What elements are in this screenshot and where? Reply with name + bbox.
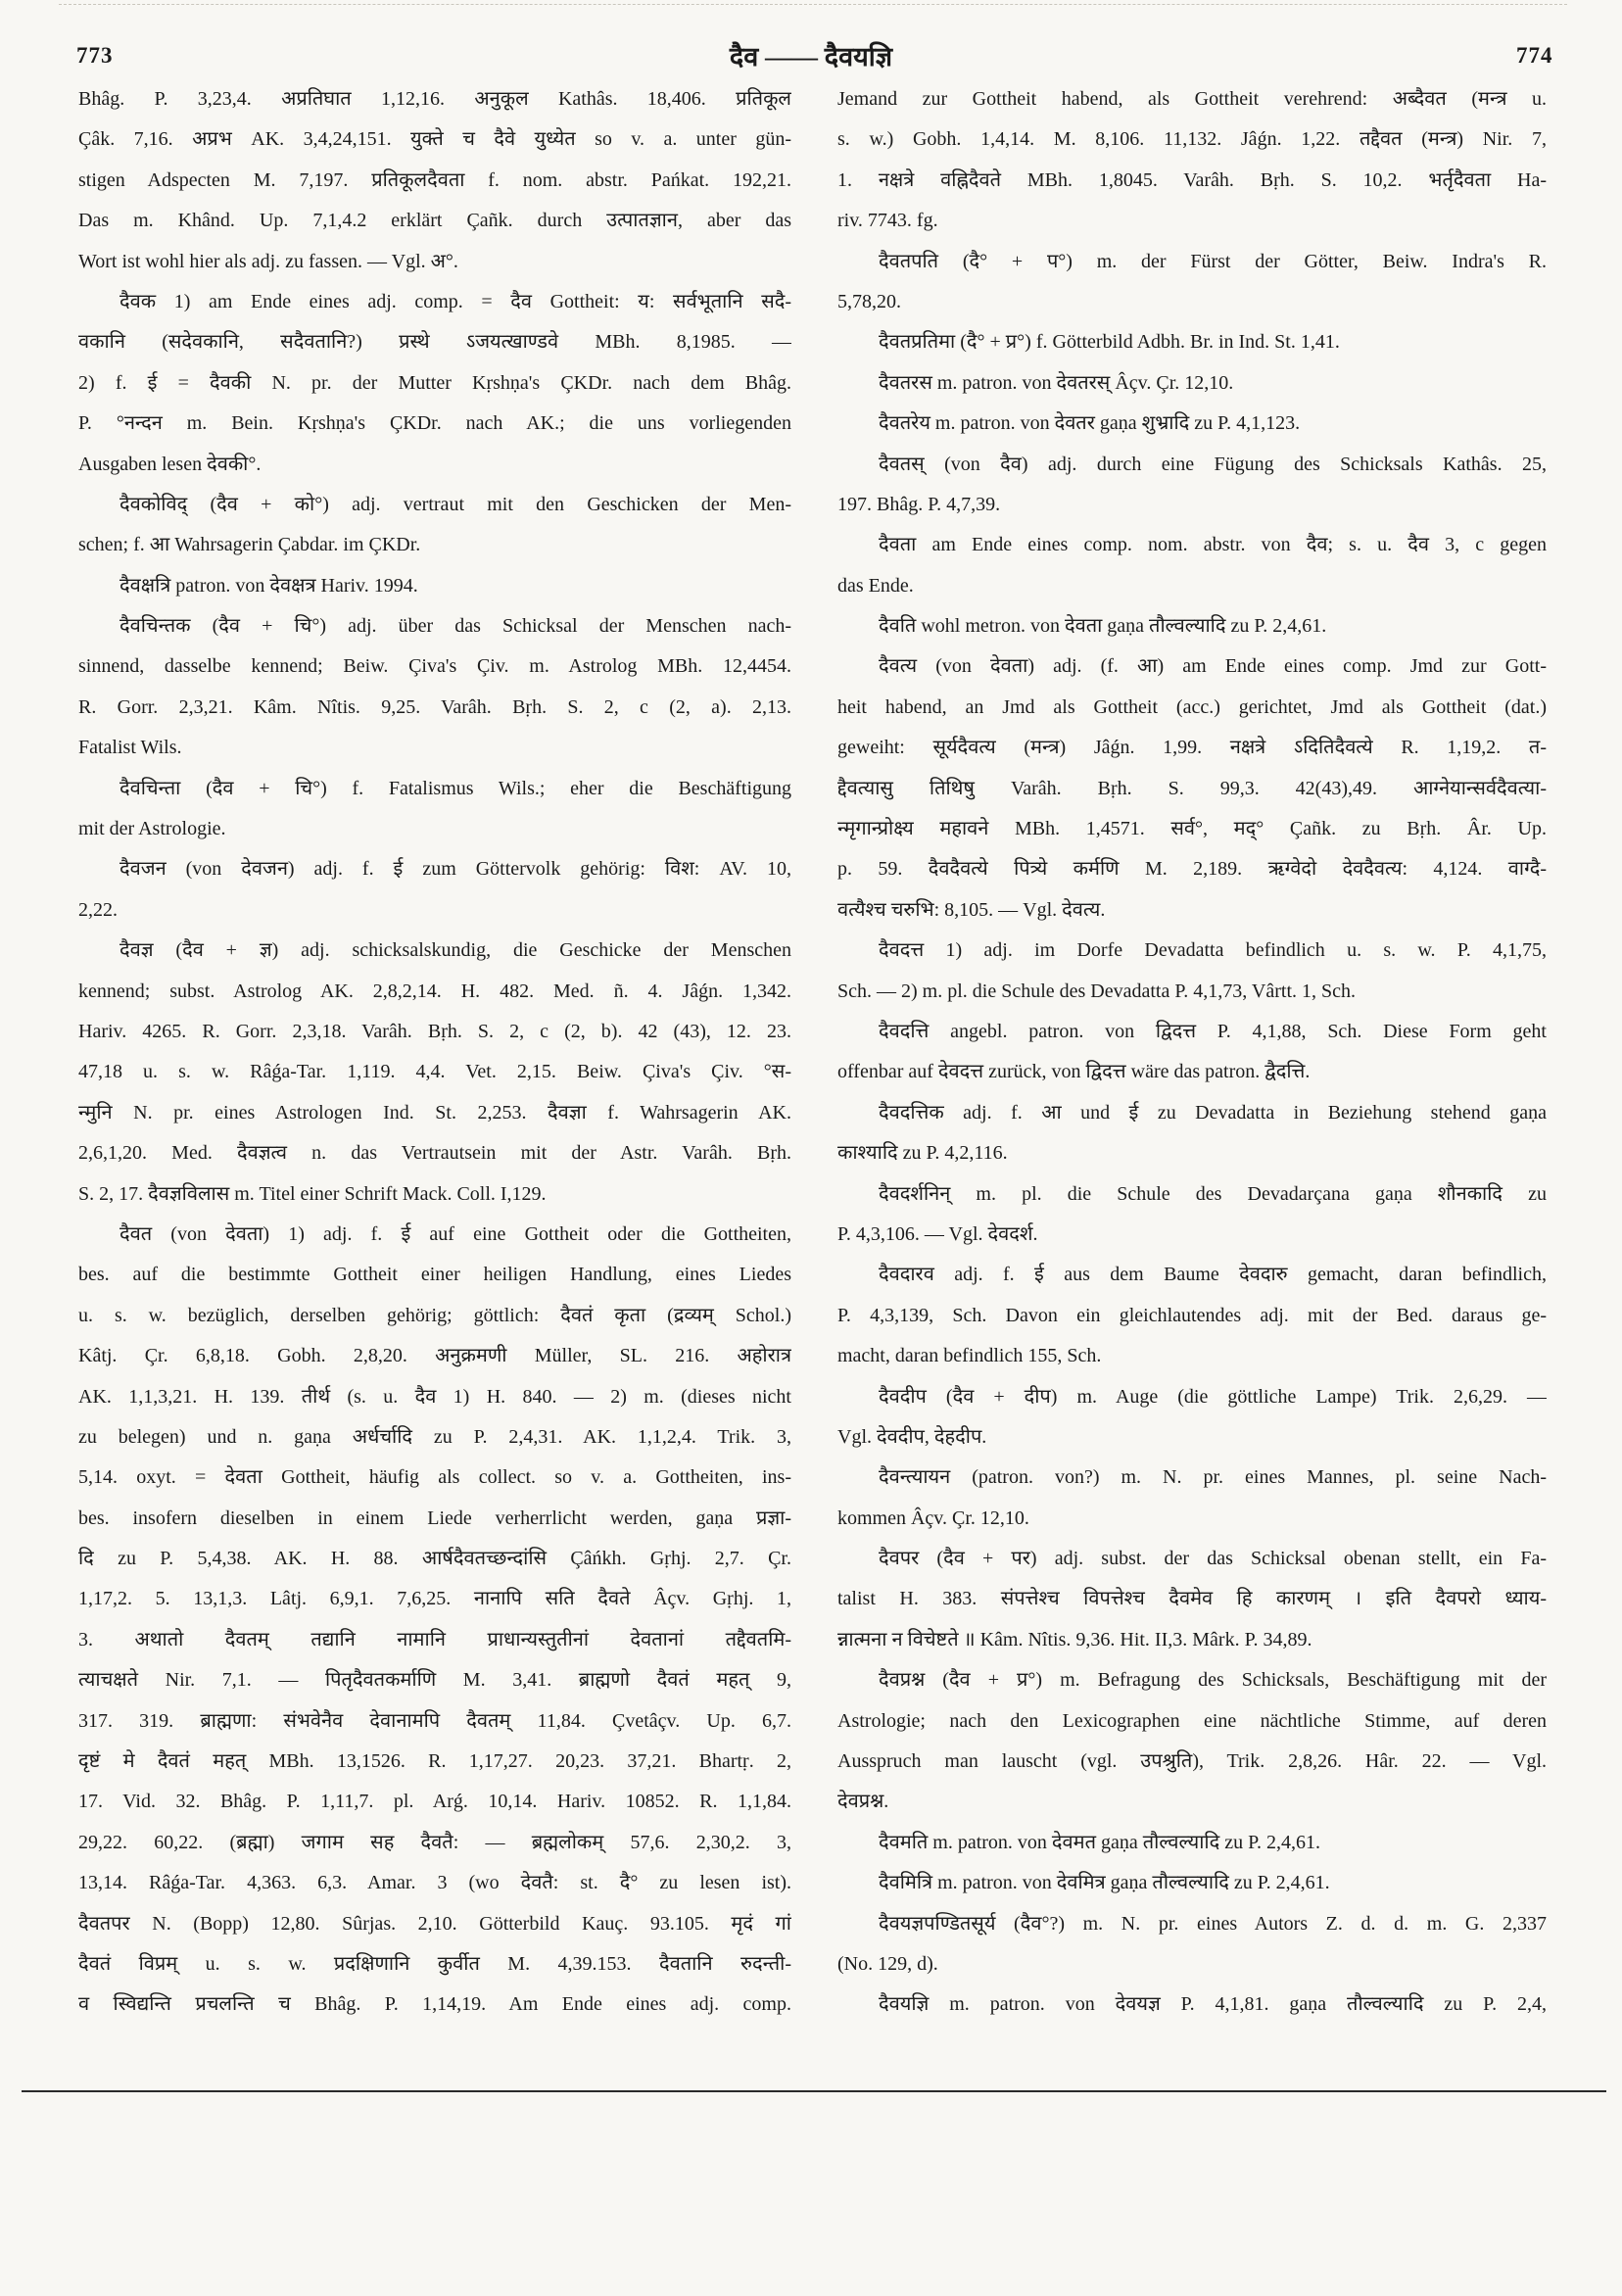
dictionary-entry [837,1458,1547,1539]
text-line: Çâk. 7,16. अप्रभ AK. 3,4,24,151. युक्ते च दैवे युध्येत so v. a. unter gün- [78,128,791,151]
text-line: 2) f. ई = दैवकी N. pr. der Mutter Kṛshṇa's ÇKDr. nach dem Bhâg. [78,371,791,394]
entry-headline: दैवत्य (von देवता) adj. (f. आ) am Ende eines comp. Jmd zur Gott- [879,655,1547,678]
entry-headline: दैवदीप (दैव + दीप) m. Auge (die göttliche Lampe) Trik. 2,6,29. — [879,1385,1547,1408]
entry-headline: दैवतरेय m. patron. von देवतर gaṇa शुभ्रादि zu P. 4,1,123. [879,412,1301,435]
dictionary-entry [837,1660,1547,1823]
entry-headline: दैवत (von देवता) 1) adj. f. ई auf eine Gottheit oder die Gottheiten, [119,1222,791,1245]
entry-headline: दैवदर्शनिन् m. pl. die Schule des Devadarçana gaṇa शौनकादि zu [879,1182,1547,1205]
entry-headline: दैवमति m. patron. von देवमत gaṇa तौल्वल्यादि zu P. 2,4,61. [879,1831,1321,1853]
text-line: heit habend, an Jmd als Gottheit (acc.) gerichtet, Jmd als Gottheit (dat.) [837,695,1547,718]
text-line: kennend; subst. Astrolog AK. 2,8,2,14. H. 482. Med. ñ. 4. Jâǵn. 1,342. [78,980,791,1002]
entry-headline: दैवता am Ende eines comp. nom. abstr. von दैव; s. u. दैव 3, c gegen [879,534,1547,556]
text-line: AK. 1,1,3,21. H. 139. तीर्थ (s. u. दैव 1) H. 840. — 2) m. (dieses nicht [78,1385,791,1408]
text-line: offenbar auf देवदत्त zurück, von द्विदत्त wäre das patron. द्वैदत्ति. [837,1061,1311,1083]
dictionary-entry [78,931,791,1215]
text-line: zu belegen) und n. gaṇa अर्धर्चादि zu P. 2,4,31. AK. 1,1,2,4. Trik. 3, [78,1425,791,1448]
text-line: न्मुनि N. pr. eines Astrologen Ind. St. 2,253. दैवज्ञा f. Wahrsagerin AK. [78,1101,791,1124]
dictionary-entry [78,485,791,566]
dictionary-entry [837,646,1547,931]
text-line: 2,6,1,20. Med. दैवज्ञत्व n. das Vertrautsein mit der Astr. Varâh. Bṛh. [78,1142,791,1165]
text-line: द्दैवत्यासु तिथिषु Varâh. Bṛh. S. 99,3. 42(43),49. आग्नेयान्सर्वदैवत्या- [837,777,1547,799]
dictionary-entry [78,606,791,769]
text-line: stigen Adspecten M. 7,197. प्रतिकूलदैवता f. nom. abstr. Pańkat. 192,21. [78,168,791,191]
text-line: व स्विद्यन्ति प्रचलन्ति च Bhâg. P. 1,14,19. Am Ende eines adj. comp. [78,1993,791,2016]
text-line: Ausspruch man lauscht (vgl. उपश्रुति), Trik. 2,8,26. Hâr. 22. — Vgl. [837,1750,1547,1773]
scan-top-edge [59,4,1567,5]
text-line: Das m. Khând. Up. 7,1,4.2 erklärt Çañk. durch उत्पातज्ञान, aber das [78,210,791,232]
entry-headline: दैवदत्तिक adj. f. आ und ई zu Devadatta in Beziehung stehend gaṇa [879,1101,1547,1124]
dictionary-entry [837,1904,1547,1985]
entry-continuation [837,79,1547,242]
dictionary-entry [837,1012,1547,1093]
text-line: 17. Vid. 32. Bhâg. P. 1,11,7. pl. Arǵ. 10,14. Hariv. 10852. R. 1,1,84. [78,1791,791,1813]
entry-headline: दैवपर (दैव + पर) adj. subst. der das Schicksal obenan stellt, ein Fa- [879,1548,1547,1570]
text-line: P. 4,3,139, Sch. Davon ein gleichlautendes adj. mit der Bed. daraus ge- [837,1304,1547,1326]
text-line: mit der Astrologie. [78,818,226,840]
entry-headline: दैवज्ञ (दैव + ज्ञ) adj. schicksalskundig, die Geschicke der Menschen [119,939,791,962]
entry-headline: दैवन्त्यायन (patron. von?) m. N. pr. eines Mannes, pl. seine Nach- [879,1466,1547,1489]
text-line: 5,78,20. [837,290,901,312]
right-column [837,79,1547,2026]
dictionary-entry [837,322,1547,362]
entry-headline: दैवक 1) am Ende eines adj. comp. = दैव Gottheit: य: सर्वभूतानि सदै- [119,290,791,312]
entry-headline: दैवप्रश्न (दैव + प्र°) m. Befragung des Schicksals, Beschäftigung mit der [879,1669,1547,1692]
text-line: kommen Âçv. Çr. 12,10. [837,1507,1029,1529]
dictionary-entry [837,1174,1547,1256]
text-line: Astrologie; nach den Lexicographen eine nächtliche Stimme, auf deren [837,1709,1547,1732]
text-line: P. °नन्दन m. Bein. Kṛshṇa's ÇKDr. nach AK.; die uns vorliegenden [78,412,791,435]
entry-headline: दैवमित्रि m. patron. von देवमित्र gaṇa तौल्वल्यादि zu P. 2,4,61. [879,1872,1330,1894]
text-line: Wort ist wohl hier als adj. zu fassen. — Vgl. अ°. [78,250,458,272]
text-line: न्मृगान्प्रोक्ष्य महावने MBh. 1,4571. सर्व°, मद्° Çañk. zu Bṛh. Âr. Up. [837,818,1547,840]
text-line: Jemand zur Gottheit habend, als Gottheit verehrend: अब्दैवत (मन्त्र u. [837,88,1547,110]
left-column [78,79,791,2026]
text-line: (No. 129, d). [837,1952,938,1975]
text-line: वत्यैश्च चरुभि: 8,105. — Vgl. देवत्य. [837,898,1106,921]
text-line: S. 2, 17. दैवज्ञविलास m. Titel einer Schrift Mack. Coll. I,129. [78,1182,547,1205]
entry-headline: दैवकोविद् (दैव + को°) adj. vertraut mit den Geschicken der Men- [119,493,791,515]
dictionary-entry [837,445,1547,526]
text-line: 317. 319. ब्राह्मणा: संभवेनैव देवानामपि दैवतम् 11,84. Çvetâçv. Up. 6,7. [78,1709,791,1732]
dictionary-entry [837,606,1547,646]
text-line: 29,22. 60,22. (ब्रह्मा) जगाम सह दैवतै: — ब्रह्मलोकम् 57,6. 2,30,2. 3, [78,1831,791,1853]
dictionary-entry [837,525,1547,606]
text-line: R. Gorr. 2,3,21. Kâm. Nîtis. 9,25. Varâh. Bṛh. S. 2, c (2, a). 2,13. [78,695,791,718]
dictionary-entry [837,404,1547,444]
text-line: Kâtj. Çr. 6,8,18. Gobh. 2,8,20. अनुक्रमणी Müller, SL. 216. अहोरात्र [78,1345,791,1367]
text-line: 1. नक्षत्रे वह्निदैवते MBh. 1,8045. Varâh. Bṛh. S. 10,2. भर्तृदैवता Ha- [837,168,1547,191]
entry-headline: दैवति wohl metron. von देवता gaṇa तौल्वल्यादि zu P. 2,4,61. [879,615,1327,638]
entry-headline: दैवयज्ञि m. patron. von देवयज्ञ P. 4,1,81. gaṇa तौल्वल्यादि zu P. 2,4, [879,1993,1547,2016]
text-line: न्नात्मना न विचेष्टते ॥ Kâm. Nîtis. 9,36. Hit. II,3. Mârk. P. 34,89. [837,1628,1312,1650]
page-number-left: 773 [76,43,114,68]
entry-continuation [78,79,791,282]
entry-headline: दैवतप्रतिमा (दै° + प्र°) f. Götterbild Adbh. Br. in Ind. St. 1,41. [879,331,1340,354]
dictionary-entry [78,849,791,931]
entry-headline: दैवचिन्ता (दैव + चि°) f. Fatalismus Wils.; eher die Beschäftigung [119,777,791,799]
entry-headline: दैवदारव adj. f. ई aus dem Baume देवदारु gemacht, daran befindlich, [879,1264,1547,1286]
dictionary-entry [837,363,1547,404]
text-line: s. w.) Gobh. 1,4,14. M. 8,106. 11,132. Jâǵn. 1,22. तद्दैवत (मन्त्र) Nir. 7, [837,128,1547,151]
text-line: u. s. w. bezüglich, derselben gehörig; göttlich: दैवतं कृता (द्रव्यम् Schol.) [78,1304,791,1326]
running-head: दैव —— दैवयज्ञि [729,42,893,72]
text-line: 2,22. [78,898,118,921]
page-number-right: 774 [1516,43,1553,68]
dictionary-entry [837,242,1547,323]
dictionary-entry [837,1985,1547,2025]
text-line: p. 59. दैवदैवत्ये पित्र्ये कर्मणि M. 2,189. ऋग्वेदो देवदैवत्य: 4,124. वाग्दै- [837,858,1547,881]
entry-headline: दैवक्षत्रि patron. von देवक्षत्र Hariv. 1994. [119,574,418,597]
text-line: geweiht: सूर्यदैवत्य (मन्त्र) Jâǵn. 1,99. नक्षत्रे ऽदितिदैवत्ये R. 1,19,2. त- [837,737,1547,759]
text-line: 47,18 u. s. w. Râǵa-Tar. 1,119. 4,4. Vet. 2,15. Beiw. Çiva's Çiv. °स- [78,1061,791,1083]
dictionary-entry [837,931,1547,1012]
text-line: काश्यादि zu P. 4,2,116. [837,1142,1008,1165]
text-line: sinnend, dasselbe kennend; Beiw. Çiva's Çiv. m. Astrolog MBh. 12,4454. [78,655,791,678]
text-line: वकानि (सदेवकानि, सदैवतानि?) प्रस्थे ऽजयत्खाण्डवे MBh. 8,1985. — [78,331,791,354]
text-line: macht, daran befindlich 155, Sch. [837,1345,1102,1367]
dictionary-entry [78,566,791,606]
text-line: देवप्रश्न. [837,1791,889,1813]
entry-headline: दैवतरस m. patron. von देवतरस् Âçv. Çr. 12,10. [879,371,1234,394]
text-line: दैवतपर N. (Bopp) 12,80. Sûrjas. 2,10. Götterbild Kauç. 93.105. मृदं गां [78,1912,791,1935]
dictionary-entry [837,1823,1547,1863]
text-line: Bhâg. P. 3,23,4. अप्रतिघात 1,12,16. अनुकूल Kathâs. 18,406. प्रतिकूल [78,88,791,110]
text-line: bes. insofern dieselben in einem Liede verherrlicht werden, gaṇa प्रज्ञा- [78,1507,791,1529]
text-line: Sch. — 2) m. pl. die Schule des Devadatta P. 4,1,73, Vârtt. 1, Sch. [837,980,1357,1002]
entry-headline: दैवयज्ञपण्डितसूर्य (दैव°?) m. N. pr. eines Autors Z. d. d. m. G. 2,337 [879,1912,1547,1935]
entry-headline: दैवदत्त 1) adj. im Dorfe Devadatta befindlich u. s. w. P. 4,1,75, [879,939,1547,962]
dictionary-entry [837,1093,1547,1174]
dictionary-entry [837,1863,1547,1903]
text-line: दि zu P. 5,4,38. AK. H. 88. आर्षदैवतच्छन्दांसि Çâńkh. Gṛhj. 2,7. Çr. [78,1548,791,1570]
dictionary-entry [78,282,791,485]
entry-headline: दैवचिन्तक (दैव + चि°) adj. über das Schicksal der Menschen nach- [119,615,791,638]
text-line: त्याचक्षते Nir. 7,1. — पितृदैवतकर्माणि M. 3,41. ब्राह्मणो दैवतं महत् 9, [78,1669,791,1692]
text-line: 5,14. oxyt. = देवता Gottheit, häufig als collect. so v. a. Gottheiten, ins- [78,1466,791,1489]
text-line: 197. Bhâg. P. 4,7,39. [837,493,1001,515]
entry-headline: दैवतस् (von दैव) adj. durch eine Fügung des Schicksals Kathâs. 25, [879,453,1547,475]
dictionary-entry [78,1215,791,2026]
text-line: 13,14. Râǵa-Tar. 4,363. 6,3. Amar. 3 (wo देवतै: st. दै° zu lesen ist). [78,1872,791,1894]
text-line: das Ende. [837,574,914,597]
text-line: Vgl. देवदीप, देहदीप. [837,1425,987,1448]
text-line: schen; f. आ Wahrsagerin Çabdar. im ÇKDr. [78,534,421,556]
dictionary-entry [837,1539,1547,1660]
dictionary-entry [78,769,791,850]
text-line: P. 4,3,106. — Vgl. देवदर्श. [837,1222,1038,1245]
entry-headline: दैवतपति (दै° + प°) m. der Fürst der Götter, Beiw. Indra's R. [879,250,1547,272]
text-line: riv. 7743. fg. [837,210,938,232]
entry-headline: दैवजन (von देवजन) adj. f. ई zum Göttervolk gehörig: विश: AV. 10, [119,858,791,881]
text-line: Ausgaben lesen देवकी°. [78,453,262,475]
text-line: 3. अथातो दैवतम् तद्यानि नामानि प्राधान्यस्तुतीनां देवतानां तद्दैवतमि- [78,1628,791,1650]
text-line: 1,17,2. 5. 13,1,3. Lâtj. 6,9,1. 7,6,25. नानापि सति दैवते Âçv. Gṛhj. 1, [78,1588,791,1610]
text-line: दैवतं विप्रम् u. s. w. प्रदक्षिणानि कुर्वीत M. 4,39.153. दैवतानि रुदन्ती- [78,1952,791,1975]
dictionary-entry [837,1377,1547,1459]
bottom-rule [22,2090,1606,2092]
entry-headline: दैवदत्ति angebl. patron. von द्विदत्त P. 4,1,88, Sch. Diese Form geht [879,1020,1547,1042]
text-line: Fatalist Wils. [78,737,182,759]
dictionary-entry [837,1255,1547,1376]
text-line: दृष्टं मे दैवतं महत् MBh. 13,1526. R. 1,17,27. 20,23. 37,21. Bhartṛ. 2, [78,1750,791,1773]
text-line: talist H. 383. संपत्तेश्च विपत्तेश्च दैवमेव हि कारणम् । इति दैवपरो ध्याय- [837,1588,1547,1610]
text-line: bes. auf die bestimmte Gottheit einer heiligen Handlung, eines Liedes [78,1264,791,1286]
text-line: Hariv. 4265. R. Gorr. 2,3,18. Varâh. Bṛh. S. 2, c (2, b). 42 (43), 12. 23. [78,1020,791,1042]
